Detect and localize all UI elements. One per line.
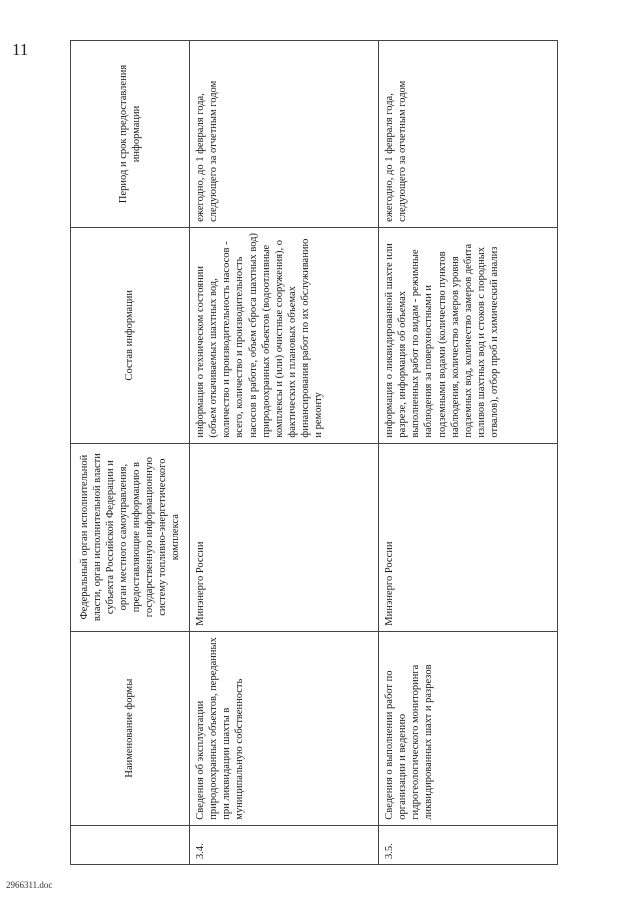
table-header-row bbox=[71, 41, 190, 865]
header-authority: Федеральный орган исполнительной власти, орган исполнительной власти субъекта Российской Федерации и орган местного самоуправления, предоставляющие информацию в государственную информационную систему топливно-энергетического комплекса bbox=[71, 443, 190, 631]
row-number: 3.5. bbox=[379, 825, 558, 864]
header-period: Период и срок предоставления информации bbox=[71, 41, 190, 228]
row-period: ежегодно, до 1 февраля года, следующего за отчетным годом bbox=[190, 41, 379, 228]
row-number: 3.4. bbox=[190, 825, 379, 864]
information-forms-table bbox=[70, 40, 558, 865]
row-period: ежегодно, до 1 февраля года, следующего за отчетным годом bbox=[379, 41, 558, 228]
table-row bbox=[379, 41, 558, 865]
row-form-name: Сведения об эксплуатации природоохранных объектов, переданных при ликвидации шахты в муниципальную собственность bbox=[190, 631, 379, 825]
header-form-name: Наименование формы bbox=[71, 631, 190, 825]
row-authority: Минэнерго России bbox=[190, 443, 379, 631]
table-row bbox=[190, 41, 379, 865]
header-number bbox=[71, 825, 190, 864]
footer-file-name: 2966311.doc bbox=[6, 880, 53, 890]
row-authority: Минэнерго России bbox=[379, 443, 558, 631]
header-composition: Состав информации bbox=[71, 227, 190, 443]
page-number: 11 bbox=[12, 40, 29, 59]
row-composition: информация о техническом состоянии (объем откачиваемых шахтных вод, количество и производительность насосов - всего, количество и производительность насосов в работе, объем сброса шахтных вод) природоохранных объектов (водоотливные комплексы и (или) очистные сооружения), о фактических и плановых объемах финансирования работ по их обслуживанию и ремонту bbox=[190, 227, 379, 443]
row-form-name: Сведения о выполнении работ по организации и ведению гидрогеологического мониторинга ликвидированных шахт и разрезов bbox=[379, 631, 558, 825]
row-composition: информация о ликвидированной шахте или разрезе, информация об объемах выполненных работ по видам - режимные наблюдения за поверхностными и подземными водами (количество пунктов наблюдения, количество замеров уровня подземных вод, количество замеров дебита изливов шахтных вод и стоков с породных отвалов), отбор проб и химический анализ bbox=[379, 227, 558, 443]
